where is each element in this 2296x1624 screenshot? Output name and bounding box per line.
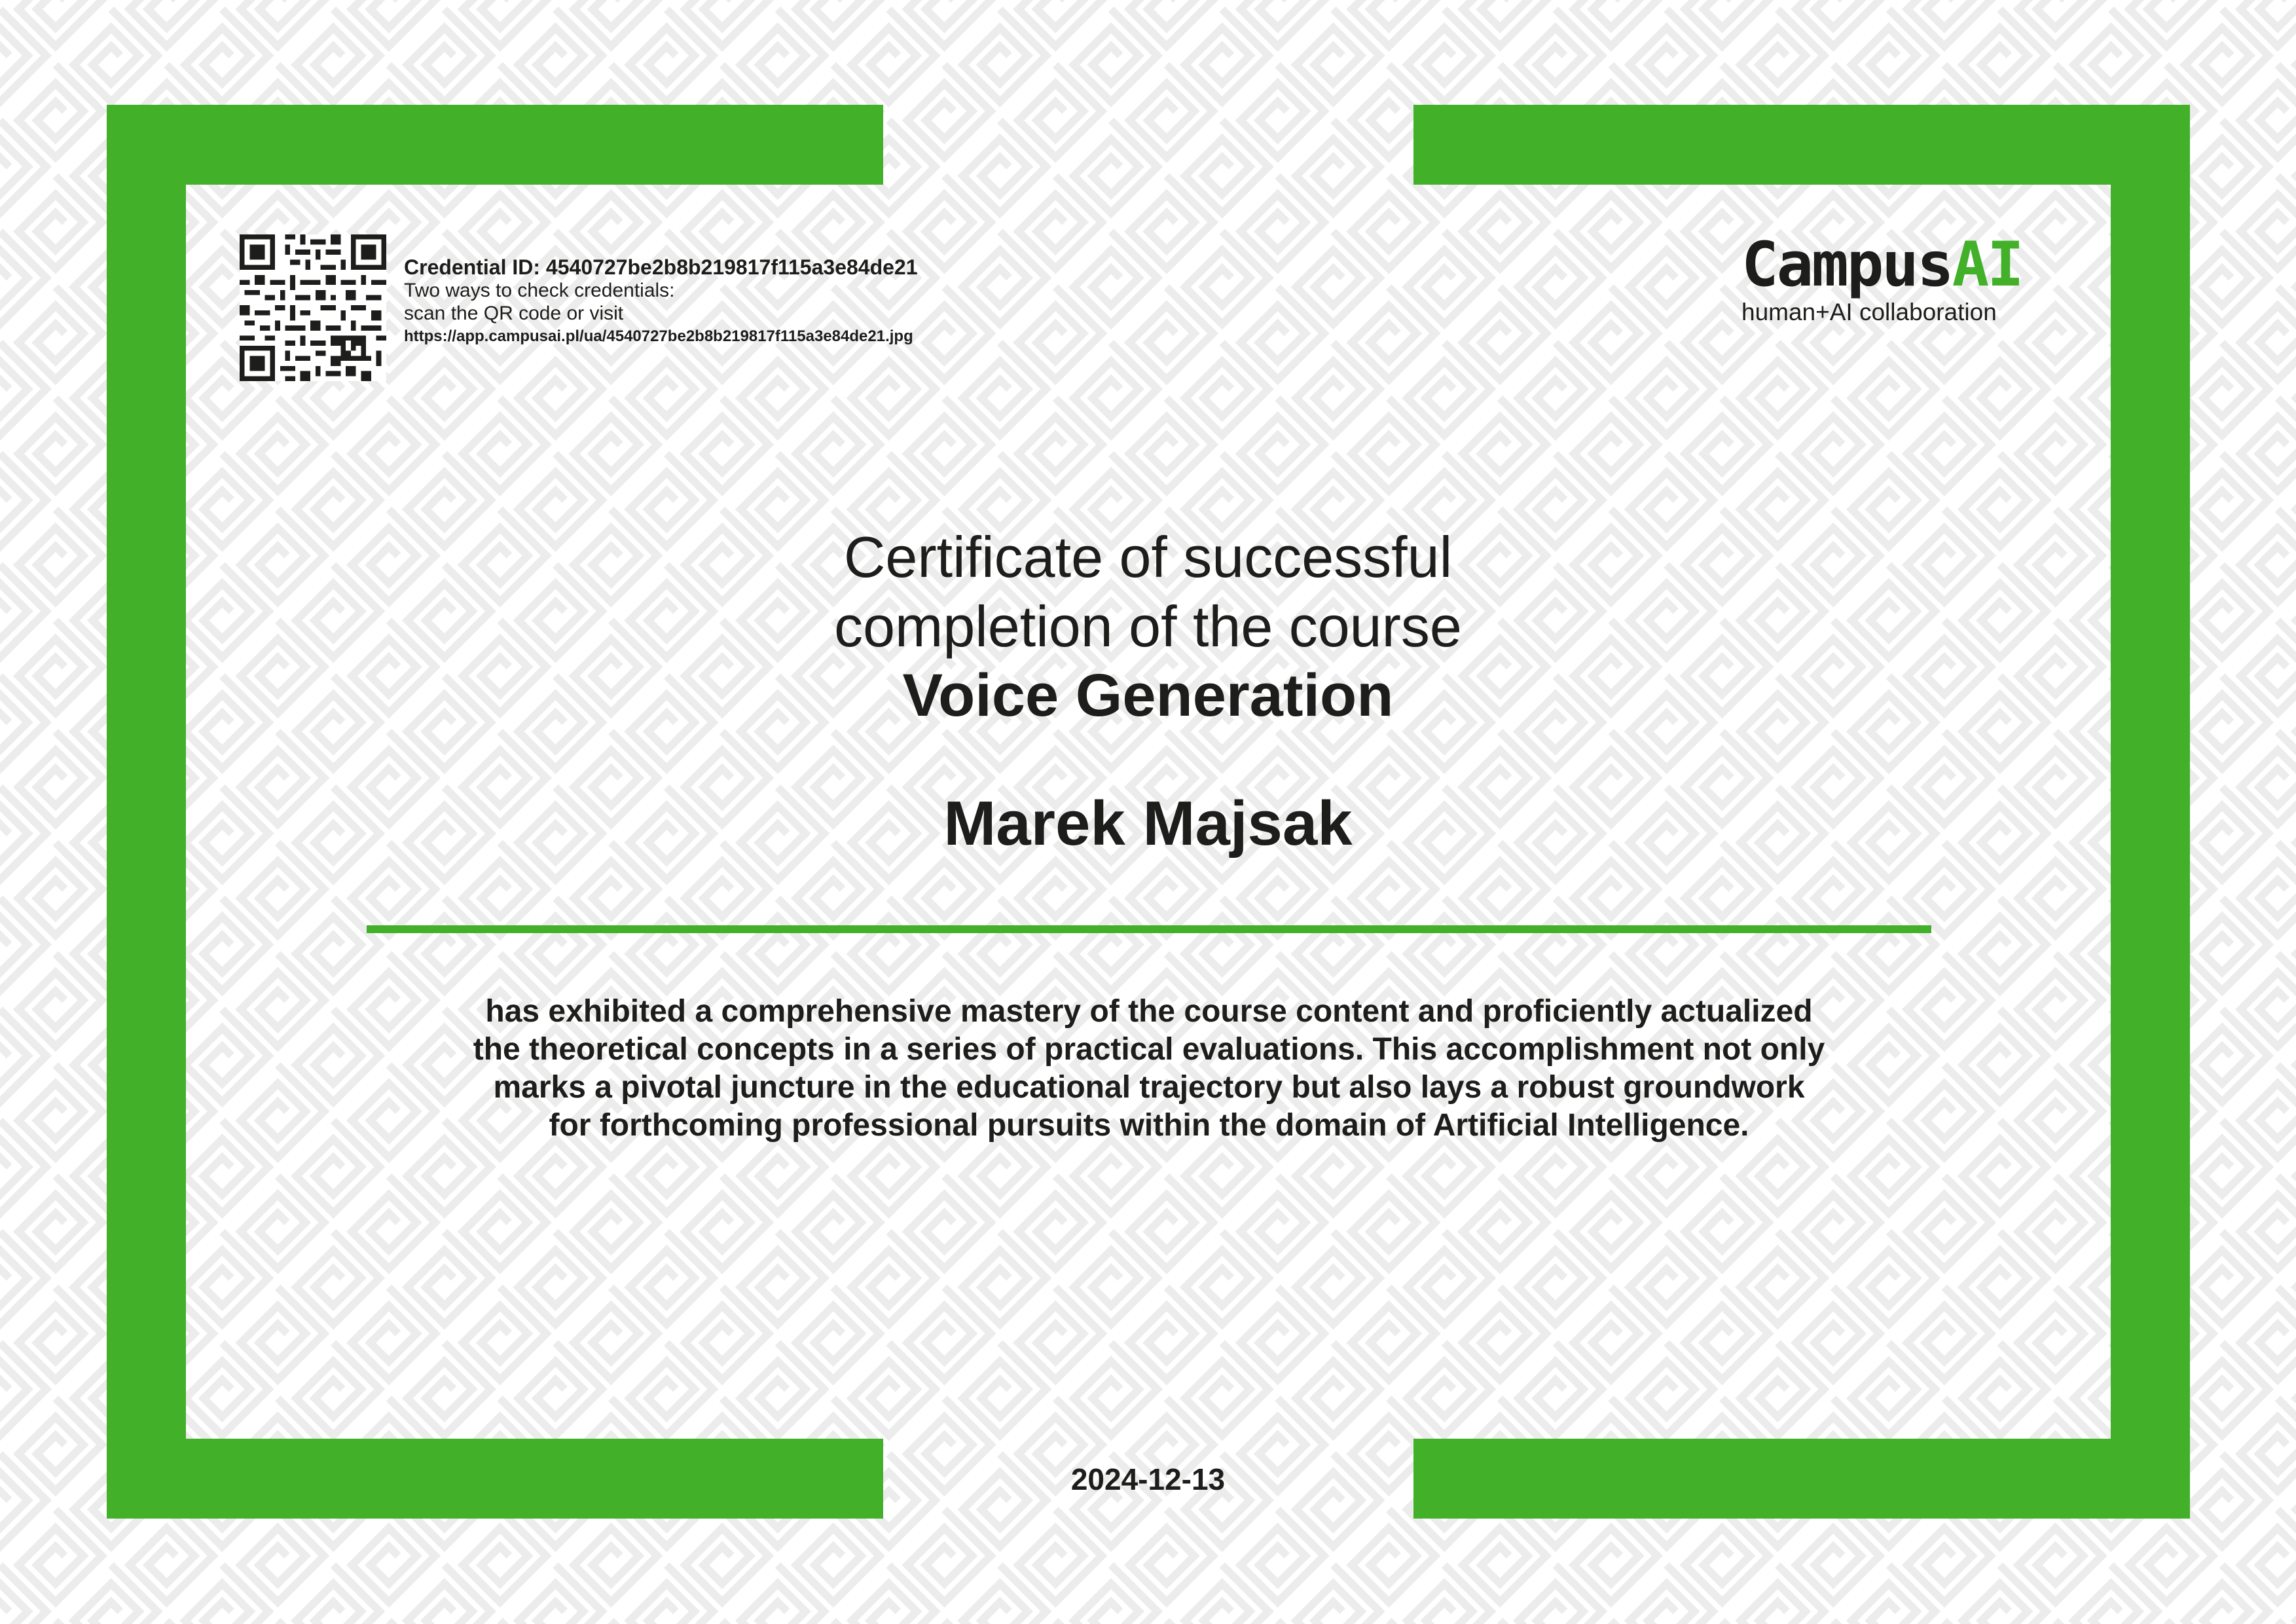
campusai-logo xyxy=(1741,229,2044,326)
credential-instructions-2: scan the QR code or visit xyxy=(404,303,624,324)
course-name: Voice Generation xyxy=(902,662,1394,729)
credential-instructions-1: Two ways to check credentials: xyxy=(404,280,675,301)
qr-code-icon xyxy=(240,234,386,381)
frame-top-left xyxy=(107,105,883,185)
logo-wordmark xyxy=(1741,229,2044,301)
frame-top-right xyxy=(1413,105,2190,185)
certificate-title-line-2: completion of the course xyxy=(834,594,1462,659)
certificate-title xyxy=(0,523,2296,661)
certificate-title-line-1: Certificate of successful xyxy=(843,525,1453,589)
recipient-name: Marek Majsak xyxy=(943,788,1353,858)
issue-date: 2024-12-13 xyxy=(1070,1462,1226,1496)
body-line: for forthcoming professional pursuits within the domain of Artificial Intelligence. xyxy=(549,1108,1749,1143)
logo-tagline: human+AI collaboration xyxy=(1741,299,1997,325)
logo-wordmark-accent: AI xyxy=(1952,229,2022,301)
certificate-body xyxy=(367,993,1931,1145)
divider-line xyxy=(367,925,1931,933)
credential-block xyxy=(404,257,918,344)
body-line: has exhibited a comprehensive mastery of the course content and proficiently actualized xyxy=(485,994,1813,1029)
body-line: marks a pivotal juncture in the educational trajectory but also lays a robust groundwork xyxy=(493,1070,1805,1105)
body-line: the theoretical concepts in a series of practical evaluations. This accomplishment not only xyxy=(473,1032,1825,1067)
logo-wordmark-main: Campus xyxy=(1741,229,1952,301)
credential-id: Credential ID: 4540727be2b8b219817f115a3e84de21 xyxy=(404,255,918,279)
credential-url[interactable]: https://app.campusai.pl/ua/4540727be2b8b219817f115a3e84de21.jpg xyxy=(404,327,913,345)
